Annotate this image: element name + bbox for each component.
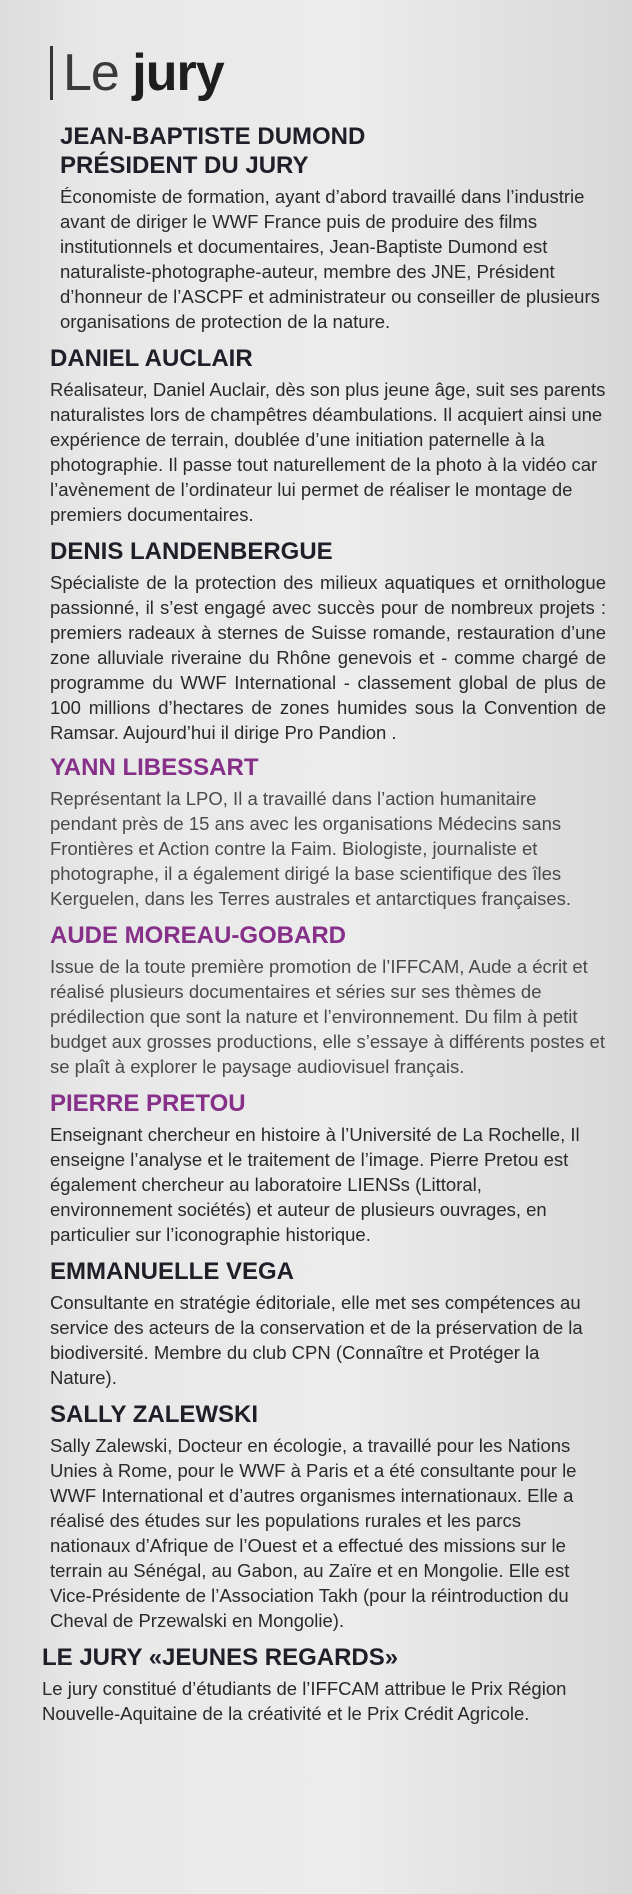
member-role: PRÉSIDENT DU JURY	[60, 152, 309, 179]
jury-member	[50, 1257, 606, 1390]
member-name: PIERRE PRETOU	[50, 1090, 246, 1117]
member-bio: Réalisateur, Daniel Auclair, dès son plus jeune âge, suit ses parents naturalistes lors de champêtres déambulations. Il acquiert ainsi une expérience de terrain, doublée d’une initiation paternelle à la photographie. Il passe tout naturellement de la photo à la vidéo car l’avènement de l’ordinateur lui permet de réaliser le montage de premiers documentaires.	[50, 379, 606, 525]
member-bio: Le jury constitué d’étudiants de l’IFFCAM attribue le Prix Région Nouvelle-Aquitaine de la créativité et le Prix Crédit Agricole.	[42, 1678, 567, 1724]
jury-member	[50, 122, 606, 334]
member-name: DENIS LANDENBERGUE	[50, 538, 333, 565]
jury-member	[50, 344, 606, 527]
title-light: Le	[63, 44, 119, 102]
member-name: EMMANUELLE VEGA	[50, 1258, 295, 1285]
jury-member	[50, 537, 606, 745]
member-bio: Économiste de formation, ayant d’abord travaillé dans l’industrie avant de diriger le WWF France puis de produire des films institutionnels et documentaires, Jean-Baptiste Dumond est naturaliste-photographe-auteur, membre des JNE, Président d’honneur de l’ASCPF et administrateur ou conseiller de plusieurs organisations de protection de la nature.	[60, 186, 600, 332]
page-title	[50, 28, 606, 118]
jury-member	[50, 921, 606, 1079]
jury-member	[50, 1400, 606, 1633]
member-bio: Sally Zalewski, Docteur en écologie, a travaillé pour les Nations Unies à Rome, pour le WWF à Paris et a été consultante pour le WWF International et d’autres organismes internationaux. Elle a réalisé des études sur les populations rurales et les parcs nationaux d’Afrique de l’Ouest et a effectué des missions sur le terrain au Sénégal, au Gabon, au Zaïre et en Mongolie. Elle est Vice-Présidente de l’Association Takh (pour la réintroduction du Cheval de Przewalski en Mongolie).	[50, 1435, 577, 1631]
member-name: LE JURY «JEUNES REGARDS»	[42, 1644, 399, 1671]
member-bio: Enseignant chercheur en histoire à l’Université de La Rochelle, Il enseigne l’analyse et le traitement de l’image. Pierre Pretou est également chercheur au laboratoire LIENSs (Littoral, environnement sociétés) et auteur de plusieurs ouvrages, en particulier sur l’iconographie historique.	[50, 1124, 580, 1245]
jury-member	[50, 753, 606, 911]
member-name: JEAN-BAPTISTE DUMOND	[60, 123, 366, 150]
member-bio: Consultante en stratégie éditoriale, elle met ses compétences au service des acteurs de la conservation et de la préservation de la biodiversité. Membre du club CPN (Connaître et Protéger la Nature).	[50, 1292, 583, 1388]
member-name: SALLY ZALEWSKI	[50, 1401, 259, 1428]
member-bio: Issue de la toute première promotion de l’IFFCAM, Aude a écrit et réalisé plusieurs documentaires et séries sur ses thèmes de prédilection que sont la nature et l’environnement. Du film à petit budget aux grosses productions, elle s’essaye à différents postes et se plaît à explorer le paysage audiovisuel français.	[50, 956, 605, 1077]
member-name: AUDE MOREAU-GOBARD	[50, 922, 346, 949]
jury-member	[42, 1643, 606, 1726]
title-bold: jury	[132, 44, 224, 102]
member-bio: Spécialiste de la protection des milieux aquatiques et ornithologue passionné, il s’est engagé avec succès pour de nombreux projets : premiers radeaux à sternes de Suisse romande, restauration d’une zone alluviale riveraine du Rhône genevois et - comme chargé de programme du WWF International - classement global de plus de 100 millions d’hectares de zones humides sous la Convention de Ramsar. Aujourd’hui il dirige Pro Pandion .	[50, 572, 606, 743]
member-bio: Représentant la LPO, Il a travaillé dans l’action humanitaire pendant près de 15 ans avec les organisations Médecins sans Frontières et Action contre la Faim. Biologiste, journaliste et photographe, il a également dirigé la base scientifique des îles Kerguelen, dans les Terres australes et antarctiques françaises.	[50, 788, 572, 909]
member-name: YANN LIBESSART	[50, 754, 259, 781]
title-bar	[50, 46, 53, 100]
member-name: DANIEL AUCLAIR	[50, 345, 253, 372]
jury-member	[50, 1089, 606, 1247]
